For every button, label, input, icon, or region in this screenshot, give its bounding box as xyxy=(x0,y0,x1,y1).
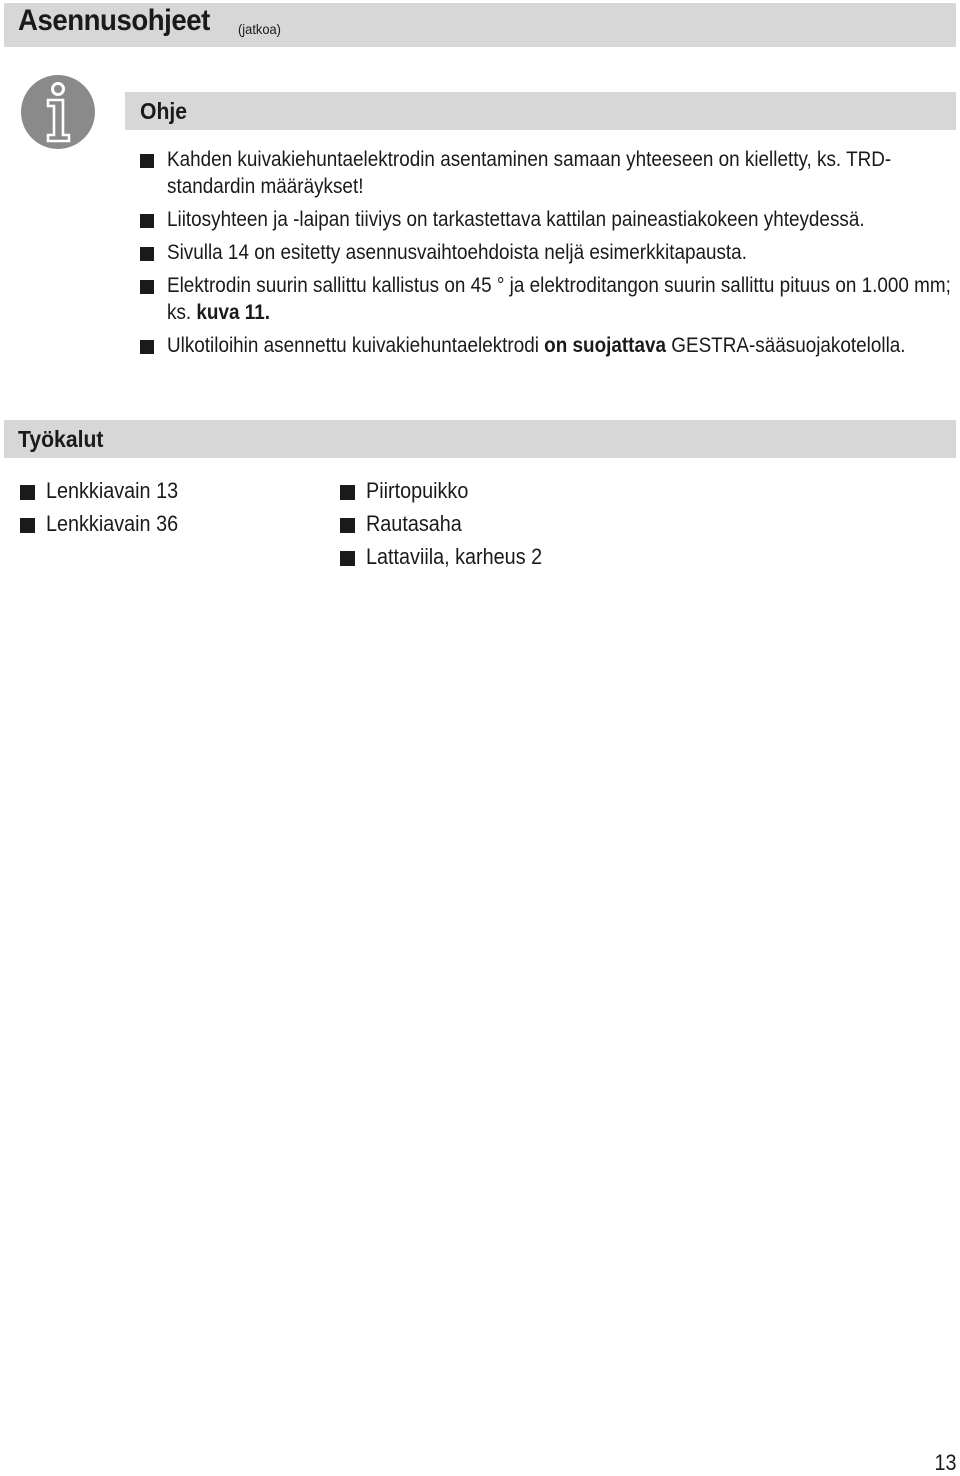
square-bullet-icon xyxy=(20,485,35,500)
note-heading: Ohje xyxy=(140,98,188,124)
note-item xyxy=(140,332,956,359)
tool-item-label: Lenkkiavain 13 xyxy=(46,478,179,503)
page-title: Asennusohjeet xyxy=(18,4,210,37)
tools-heading: Työkalut xyxy=(18,426,104,452)
tool-item-label: Rautasaha xyxy=(366,511,462,536)
note-item-text xyxy=(167,272,959,326)
square-bullet-icon xyxy=(140,214,154,228)
tool-item-label: Lattaviila, karheus 2 xyxy=(366,544,543,569)
note-item-text: Kahden kuivakiehuntaelektrodin asentaminen samaan yhteeseen on kielletty, ks. TRD-standardin määräykset! xyxy=(167,148,892,198)
square-bullet-icon xyxy=(140,247,154,261)
square-bullet-icon xyxy=(140,340,154,354)
note-heading-bar xyxy=(125,92,956,130)
square-bullet-icon xyxy=(140,280,154,294)
tool-item xyxy=(340,510,562,537)
tools-list-right xyxy=(340,477,562,576)
note-item-text-part: Ulkotiloihin asennettu kuivakiehuntaelektrodi xyxy=(167,334,545,357)
tool-item xyxy=(20,510,193,537)
note-item-text xyxy=(167,332,959,359)
square-bullet-icon xyxy=(340,518,355,533)
note-item-text: Liitosyhteen ja -laipan tiiviys on tarkastettava kattilan paineastiakokeen yhteydessä. xyxy=(167,208,865,231)
page-number: 13 xyxy=(933,1450,956,1475)
tool-item-label: Piirtopuikko xyxy=(366,478,469,503)
note-item xyxy=(140,239,956,266)
tool-item xyxy=(340,543,562,570)
note-item-text-part: Elektrodin suurin sallittu kallistus on 45 ° ja elektroditangon suurin sallittu pituus on 1.000 mm; ks. xyxy=(167,274,951,324)
square-bullet-icon xyxy=(20,518,35,533)
emphasis-text: on suojattava xyxy=(544,334,667,357)
info-icon xyxy=(21,75,95,149)
note-list xyxy=(140,146,956,365)
note-item xyxy=(140,206,956,233)
note-item xyxy=(140,272,956,326)
tools-heading-bar xyxy=(4,420,956,458)
square-bullet-icon xyxy=(140,154,154,168)
square-bullet-icon xyxy=(340,551,355,566)
tool-item xyxy=(20,477,193,504)
tool-item-label: Lenkkiavain 36 xyxy=(46,511,179,536)
tools-list-left xyxy=(20,477,193,543)
note-item xyxy=(140,146,956,200)
page-subtitle: (jatkoa) xyxy=(238,21,281,37)
tool-item xyxy=(340,477,562,504)
note-item-text-part: GESTRA-sääsuojakotelolla. xyxy=(666,334,906,357)
figure-reference: kuva 11. xyxy=(196,301,270,324)
square-bullet-icon xyxy=(340,485,355,500)
note-item-text: Sivulla 14 on esitetty asennusvaihtoehdoista neljä esimerkkitapausta. xyxy=(167,241,747,264)
